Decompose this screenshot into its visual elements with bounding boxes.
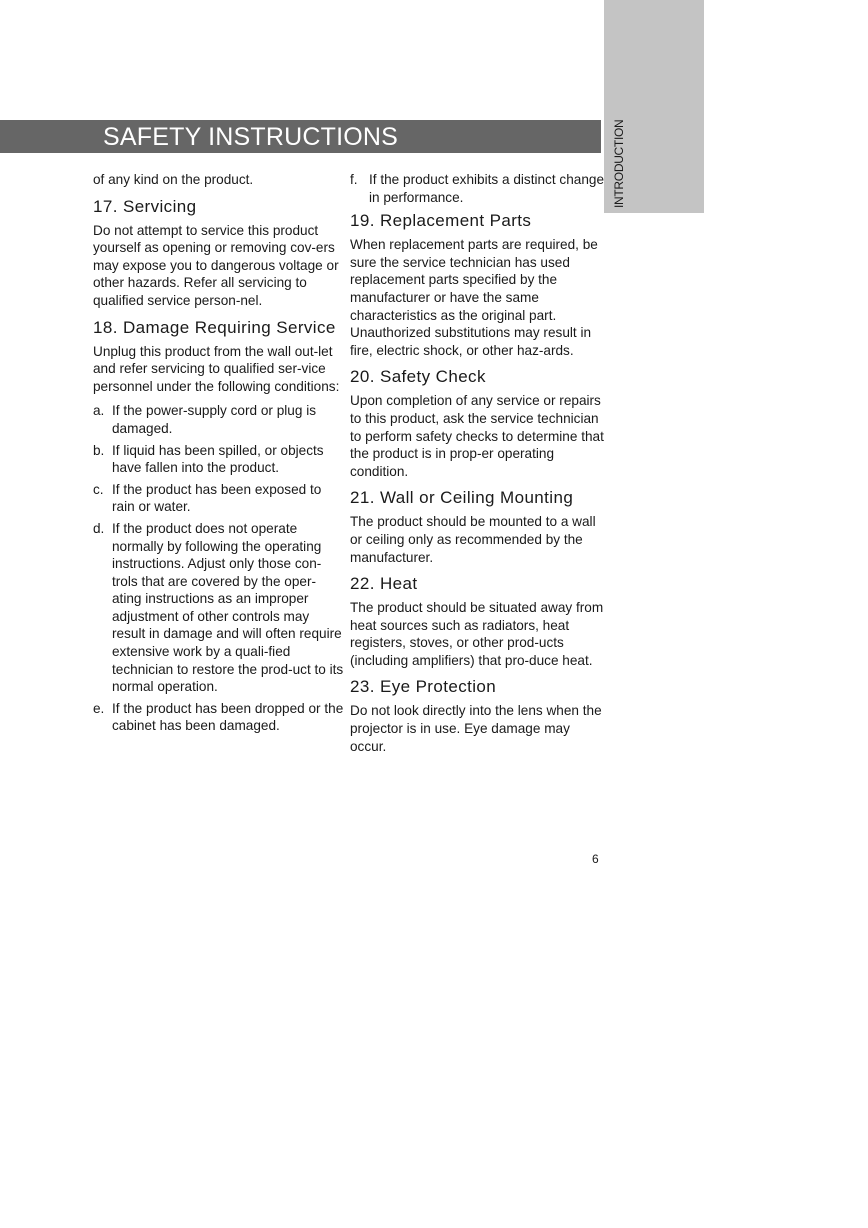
section-body-heat: The product should be situated away from heat sources such as radiators, heat registers, stoves, or other prod-ucts (including amplifiers) that pro-duce heat. <box>350 600 604 668</box>
section-heading-replacement-parts: 19. Replacement Parts <box>350 211 532 231</box>
list-marker: b. <box>93 442 105 458</box>
section-body-eye-protection: Do not look directly into the lens when the projector is in use. Eye damage may occur. <box>350 703 602 754</box>
list-text: If the product exhibits a distinct change in performance. <box>369 172 605 205</box>
section-heading-safety-check: 20. Safety Check <box>350 367 486 387</box>
section-body-replacement-parts: When replacement parts are required, be sure the service technician has used replacement parts specified by the manufacturer or have the same characteristics as the original part. Unauthorized substitutions may result in fire, electric shock, or other haz-ards. <box>350 237 598 358</box>
page-title: SAFETY INSTRUCTIONS <box>103 123 399 151</box>
section-intro-damage: Unplug this product from the wall out-let and refer servicing to qualified ser-vice personnel under the following conditions: <box>93 343 340 394</box>
list-item <box>93 402 345 437</box>
list-item <box>93 481 345 516</box>
list-marker: e. <box>93 700 105 716</box>
section-body-wall-mounting: The product should be mounted to a wall or ceiling only as recommended by the manufacturer. <box>350 514 596 565</box>
section-heading-eye-protection: 23. Eye Protection <box>350 677 497 697</box>
section-heading-servicing: 17. Servicing <box>93 196 197 216</box>
section-heading-wall-mounting: 21. Wall or Ceiling Mounting <box>350 488 574 508</box>
list-marker: f. <box>350 172 358 187</box>
list-item <box>93 700 345 735</box>
list-item <box>93 520 345 696</box>
left-column <box>93 171 345 739</box>
list-text: If the product has been dropped or the cabinet has been damaged. <box>112 700 344 734</box>
section-heading-damage: 18. Damage Requiring Service <box>93 317 336 337</box>
list-text: If the product has been exposed to rain or water. <box>112 481 322 515</box>
list-marker: c. <box>93 481 104 497</box>
side-tab-text: INTRODUCTION <box>612 119 626 208</box>
list-text: If the product does not operate normally by following the operating instructions. Adjust only those con-trols that are covered by the oper-ating instructions as an improper adjustment of other controls may result in damage and will often require extensive work by a quali-fied technician to restore the prod-uct to its normal operation. <box>112 520 344 695</box>
section-body-servicing: Do not attempt to service this product yourself as opening or removing cov-ers may expose you to dangerous voltage or other hazards. Refer all servicing to qualified service person-nel. <box>93 222 339 308</box>
list-text: If the power-supply cord or plug is damaged. <box>112 403 317 436</box>
list-item <box>93 442 345 477</box>
section-heading-heat: 22. Heat <box>350 574 418 594</box>
list-marker: a. <box>93 403 105 419</box>
right-column <box>350 171 604 762</box>
list-item <box>350 171 604 206</box>
title-bar <box>0 120 601 153</box>
list-marker: d. <box>93 520 105 536</box>
page-number: 6 <box>592 852 599 866</box>
continuation-text: of any kind on the product. <box>93 172 254 187</box>
side-tab-label <box>609 119 695 208</box>
list-text: If liquid has been spilled, or objects have fallen into the product. <box>112 442 324 476</box>
section-body-safety-check: Upon completion of any service or repairs to this product, ask the service technician to perform safety checks to determine that the product is in prop-er operating condition. <box>350 393 604 479</box>
